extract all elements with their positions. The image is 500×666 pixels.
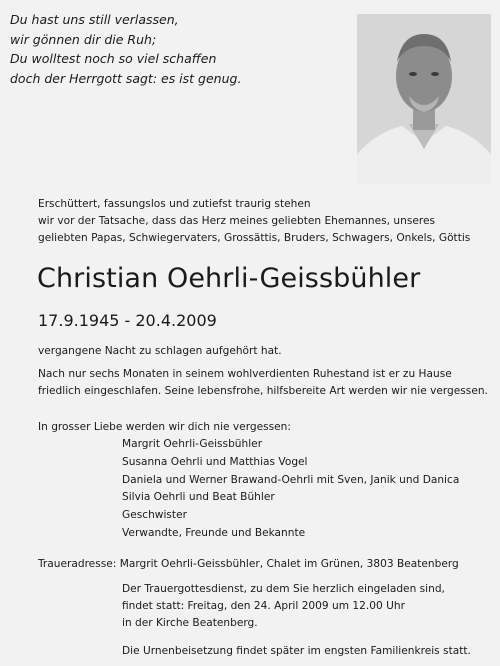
intro-line: geliebten Papas, Schwiegervaters, Grossättis, Bruders, Schwagers, Onkels, Göttis (38, 232, 471, 244)
family-list (122, 436, 459, 543)
text-line: Der Trauergottesdienst, zu dem Sie herzlich eingeladen sind, (122, 583, 445, 595)
intro-line: wir vor der Tatsache, dass das Herz meines geliebten Ehemannes, unseres (38, 215, 436, 227)
family-member: Geschwister (122, 509, 187, 522)
life-dates: 17.9.1945 - 20.4.2009 (38, 311, 217, 330)
family-member: Susanna Oehrli und Matthias Vogel (122, 455, 308, 468)
urn-burial-info: Die Urnenbeisetzung findet später im engsten Familienkreis statt. (122, 645, 471, 657)
intro-line: Erschüttert, fassungslos und zutiefst traurig stehen (38, 198, 311, 210)
text-line: In grosser Liebe werden wir dich nie vergessen: (38, 421, 291, 433)
intro-text (38, 196, 470, 247)
text-line: in der Kirche Beatenberg. (122, 617, 258, 629)
text-line: friedlich eingeschlafen. Seine lebensfrohe, hilfsbereite Art werden wir nie vergessen. (38, 385, 488, 397)
poem-line: doch der Herrgott sagt: es ist genug. (10, 70, 242, 86)
poem-line: Du wolltest noch so viel schaffen (10, 51, 217, 66)
text-line: Nach nur sechs Monaten in seinem wohlverdienten Ruhestand ist er zu Hause (38, 368, 452, 380)
family-member: Margrit Oehrli-Geissbühler (122, 438, 263, 450)
funeral-service-info (122, 581, 445, 632)
text-line: vergangene Nacht zu schlagen aufgehört hat. (38, 345, 282, 357)
portrait-photo (357, 14, 491, 184)
family-member: Daniela und Werner Brawand-Oehrli mit Sven, Janik und Danica (122, 473, 460, 486)
heart-stopped-text (38, 343, 282, 360)
poem-line: Du hast uns still verlassen, (10, 12, 179, 27)
family-member: Silvia Oehrli und Beat Bühler (122, 491, 275, 504)
family-member: Verwandte, Freunde und Bekannte (122, 526, 306, 539)
love-text (38, 419, 291, 436)
poem (10, 10, 241, 88)
portrait-photo-icon (357, 14, 491, 184)
poem-line: wir gönnen dir die Ruh; (10, 31, 157, 47)
mourning-address: Traueradresse: Margrit Oehrli-Geissbühler, Chalet im Grünen, 3803 Beatenberg (38, 558, 459, 570)
text-line: findet statt: Freitag, den 24. April 2009 um 12.00 Uhr (122, 600, 405, 612)
deceased-name: Christian Oehrli-Geissbühler (37, 263, 421, 294)
retirement-text (38, 366, 488, 400)
